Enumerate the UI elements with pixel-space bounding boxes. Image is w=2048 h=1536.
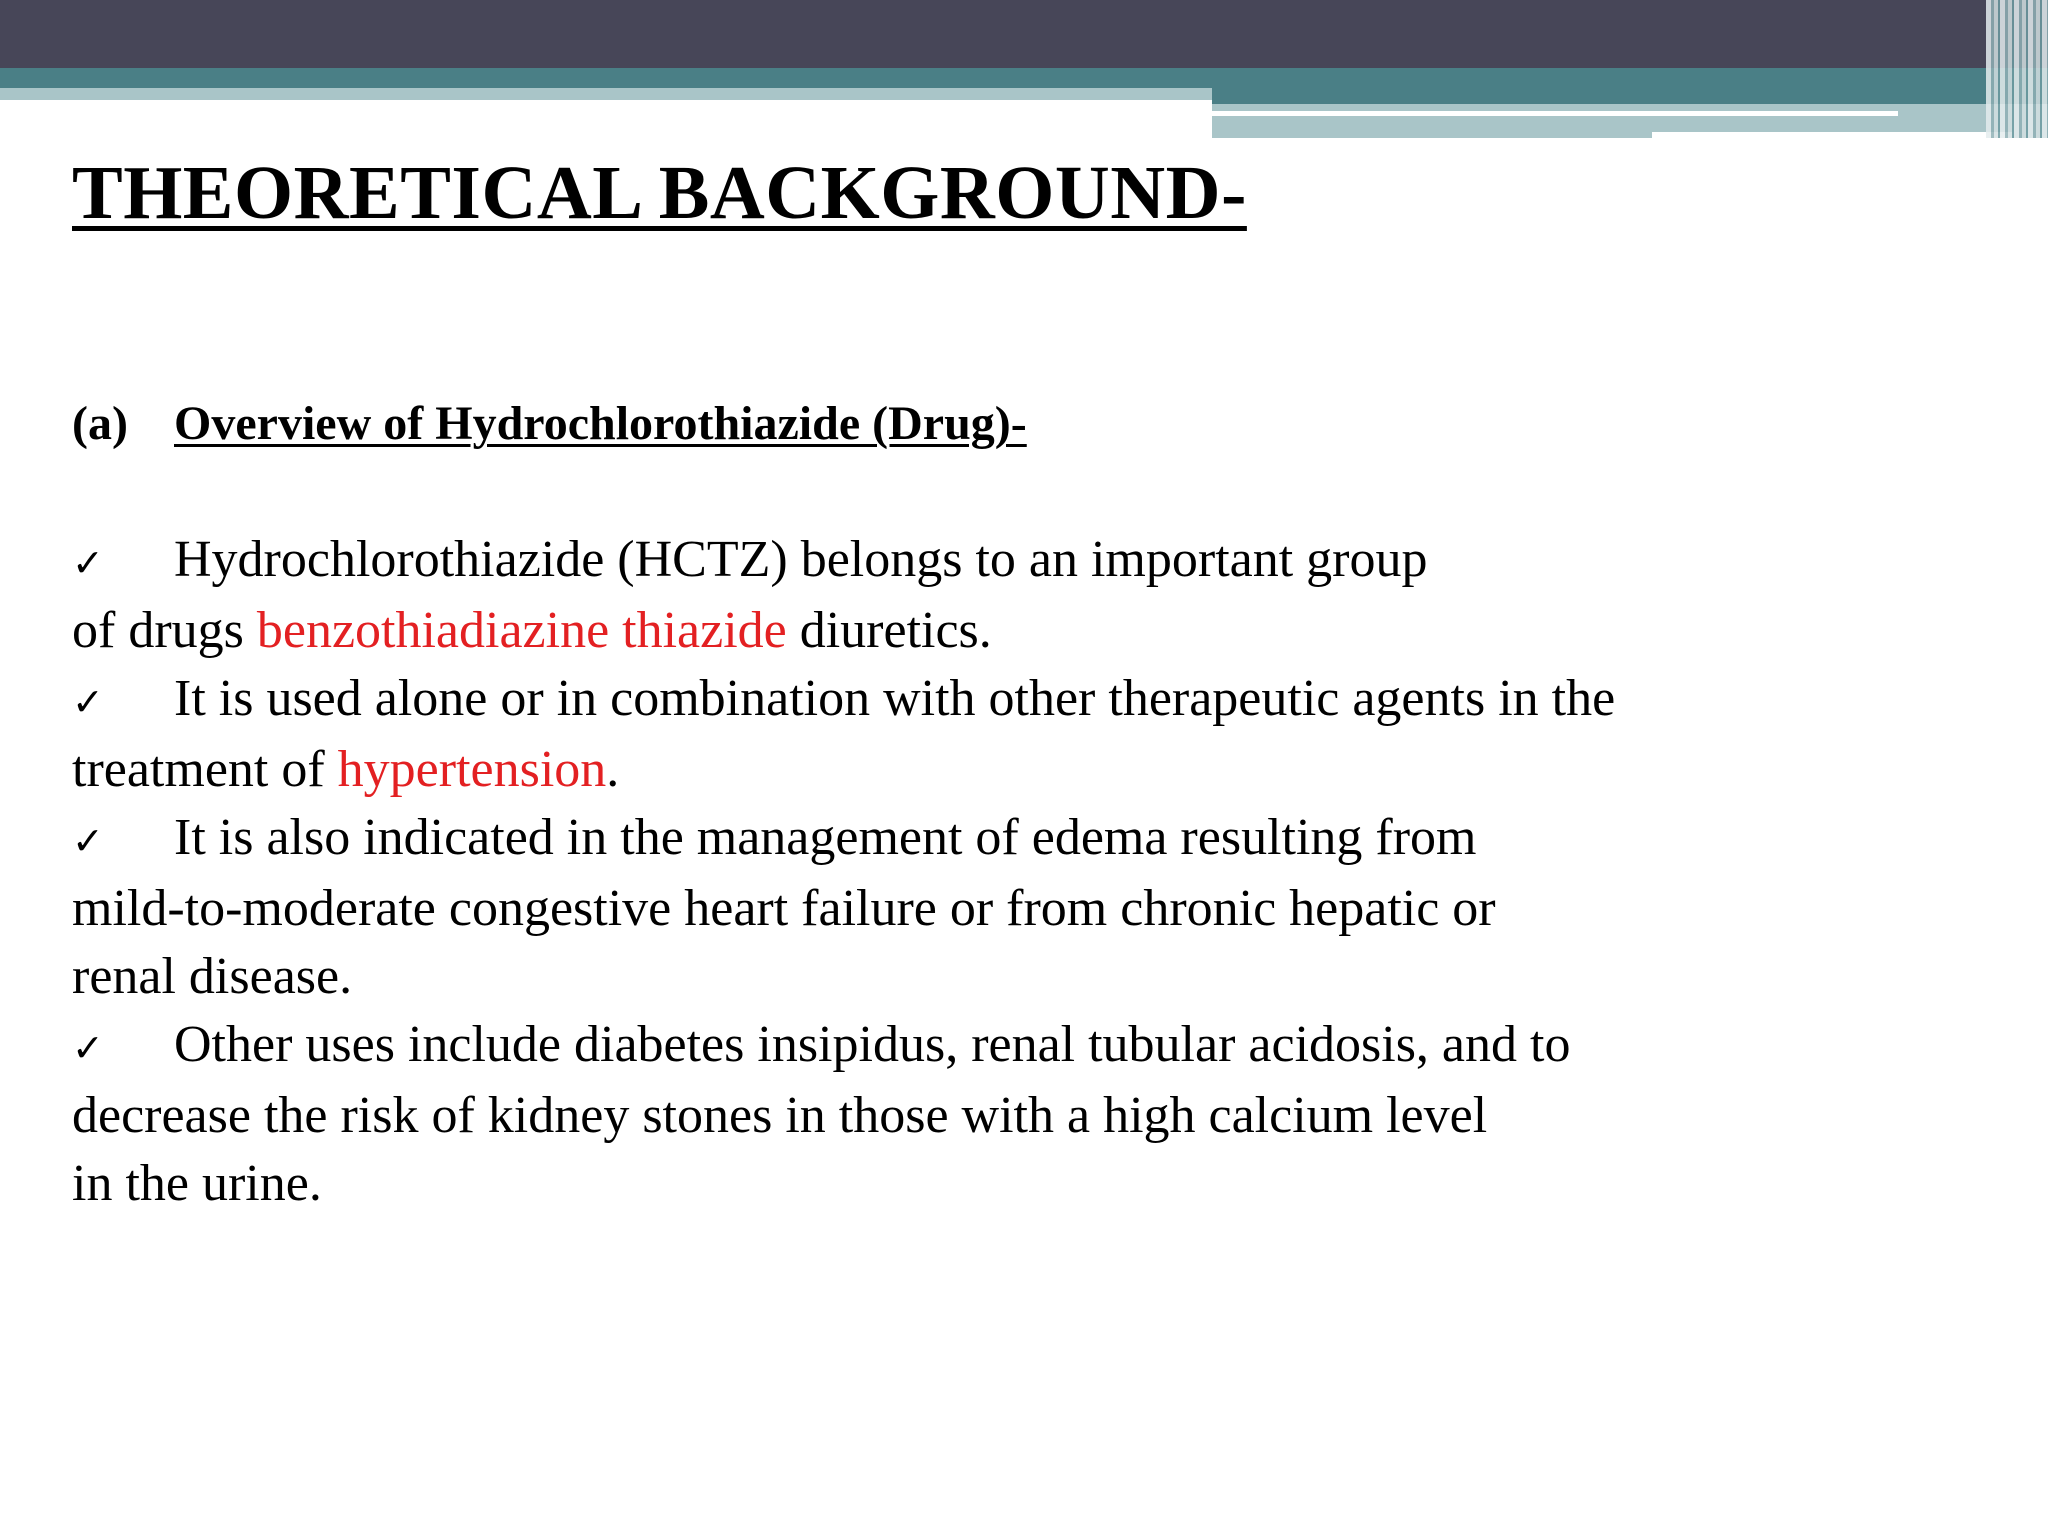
bullet-item: [72, 1011, 2032, 1218]
bullet-text: It is used alone or in combination with other therapeutic agents in the: [174, 670, 1616, 727]
bullet-item: [72, 804, 2032, 1011]
bullet-text: Other uses include diabetes insipidus, renal tubular acidosis, and to: [174, 1016, 1571, 1073]
bullet-text: diuretics.: [786, 602, 992, 659]
bullet-text: of drugs: [72, 602, 257, 659]
bullet-item: [72, 526, 2032, 665]
section-marker: (a): [72, 397, 128, 450]
bullet-text: .: [606, 741, 620, 798]
bullet-text: It is also indicated in the management of edema resulting from: [174, 809, 1477, 866]
section-heading: [72, 396, 1027, 451]
header-stripes: [1986, 0, 2048, 138]
bullet-text: in the urine.: [72, 1155, 322, 1212]
header-teal-band-lower: [1212, 88, 2048, 104]
bullet-text: mild-to-moderate congestive heart failure or from chronic hepatic or: [72, 880, 1496, 937]
bullet-item: [72, 665, 2032, 804]
header-white-tab: [1652, 132, 2012, 138]
header-white-line: [1212, 111, 1898, 116]
bullet-text: decrease the risk of kidney stones in those with a high calcium level: [72, 1087, 1488, 1144]
highlight-term: hypertension: [337, 741, 607, 798]
slide-title: THEORETICAL BACKGROUND-: [72, 151, 1247, 235]
section-heading-text: Overview of Hydrochlorothiazide (Drug)-: [174, 397, 1027, 450]
bullet-text: Hydrochlorothiazide (HCTZ) belongs to an important group: [174, 531, 1428, 588]
bullet-text: renal disease.: [72, 948, 353, 1005]
bullet-list: [72, 526, 2032, 1218]
header-teal-band: [0, 68, 2048, 88]
checkmark-icon: ✓: [72, 1026, 104, 1070]
checkmark-icon: ✓: [72, 541, 104, 585]
header-light-band: [0, 88, 1212, 100]
bullet-text: treatment of: [72, 741, 338, 798]
header-bar: [0, 0, 2048, 68]
checkmark-icon: ✓: [72, 819, 104, 863]
checkmark-icon: ✓: [72, 680, 104, 724]
highlight-term: benzothiadiazine thiazide: [256, 602, 787, 659]
